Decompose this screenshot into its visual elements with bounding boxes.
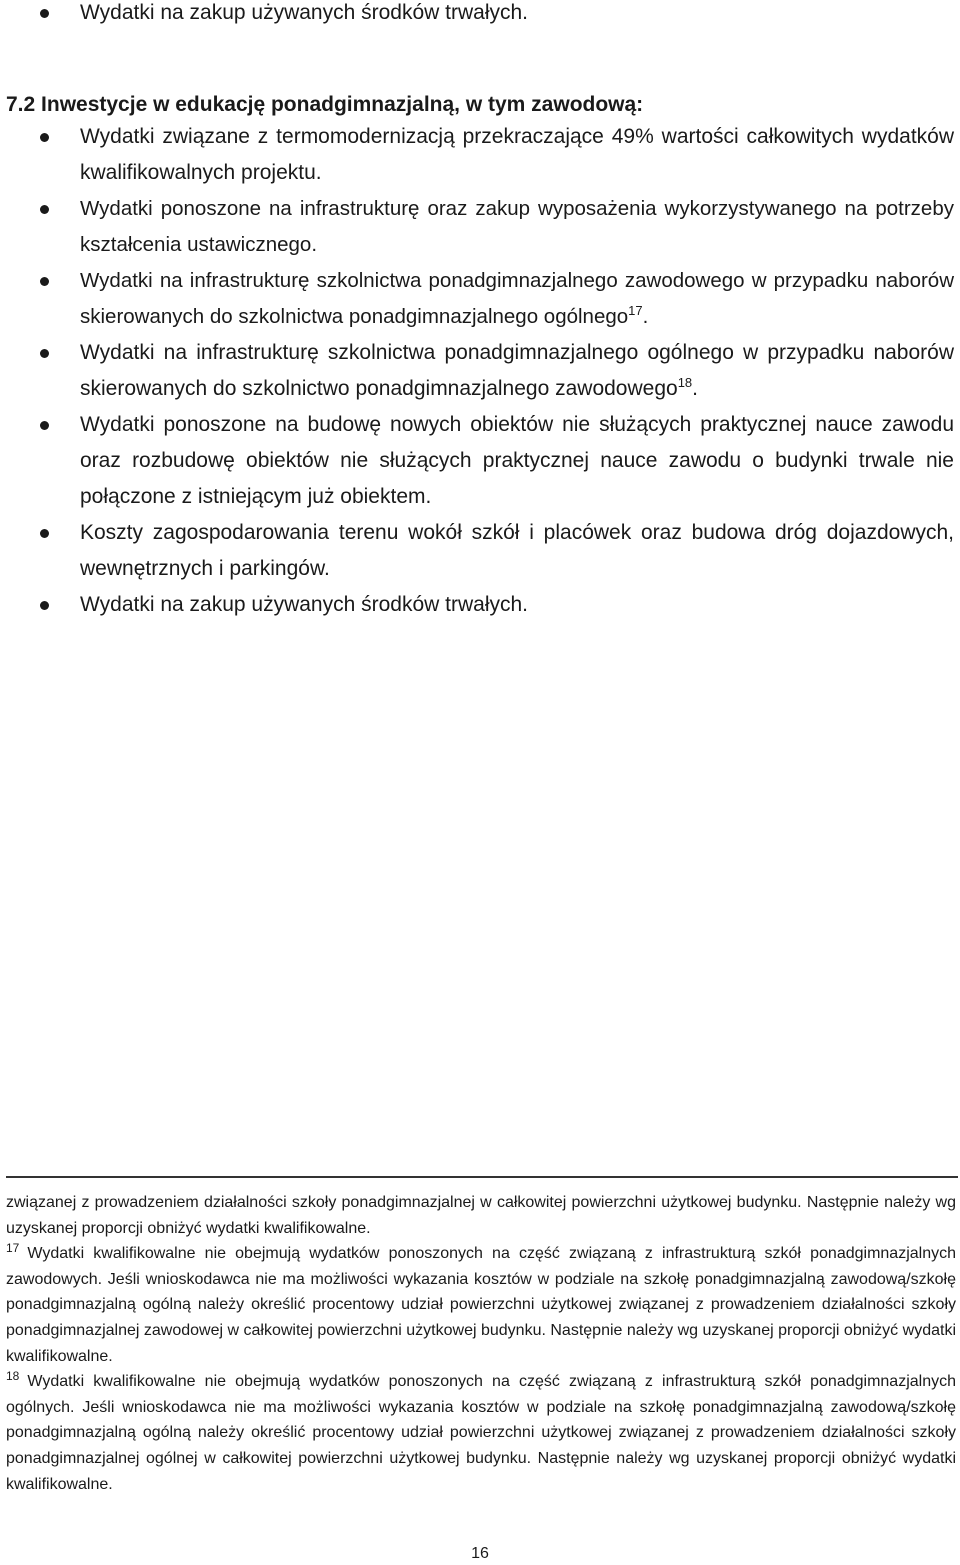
footnote-18 [6, 1369, 956, 1497]
list-item-text: Koszty zagospodarowania terenu wokół szkół i placówek oraz budowa dróg dojazdowych, wewnętrznych i parkingów. [80, 521, 954, 580]
footnote-ref-17[interactable]: 17 [628, 303, 643, 319]
page-number: 16 [471, 1545, 489, 1562]
list-item [0, 335, 960, 407]
list-item [0, 119, 960, 191]
footnotes [6, 1190, 956, 1497]
bullet-icon [40, 529, 49, 538]
bullet-icon [40, 205, 49, 214]
list-item-text: Wydatki ponoszone na budowę nowych obiektów nie służących praktycznej nauce zawodu oraz rozbudowę obiektów nie służących praktycznej nauce zawodu o budynki trwale nie połączone z istniejącym już obiektem. [80, 413, 954, 508]
bullet-icon [40, 133, 49, 142]
list-item [0, 0, 960, 31]
list-item [0, 407, 960, 515]
list-item-text: Wydatki związane z termomodernizacją przekraczające 49% wartości całkowitych wydatków kwalifikowalnych projektu. [80, 125, 954, 184]
list-item-text: Wydatki na zakup używanych środków trwałych. [80, 593, 528, 616]
list-item-text: Wydatki na infrastrukturę szkolnictwa ponadgimnazjalnego ogólnego w przypadku naborów skierowanych do szkolnictwo ponadgimnazjalnego zawodowego [80, 341, 954, 400]
footnote-text: Wydatki kwalifikowalne nie obejmują wydatków ponoszonych na część związaną z infrastrukturą szkół ponadgimnazjalnych ogólnych. Jeśli wnioskodawca nie ma możliwości wykazania kosztów w podziale na szkołę ponadgimnazjalną zawodową/szkołę ponadgimnazjalną ogólną należy określić procentowy udział powierzchni użytkowej związanej z prowadzeniem działalności szkoły ponadgimnazjalnej ogólnej w całkowitej powierzchni użytkowej budynku. Następnie należy wg uzyskanej proporcji obniżyć wydatki kwalifikowalne. [6, 1373, 956, 1493]
bullet-icon [40, 421, 49, 430]
list-item-text: Wydatki na infrastrukturę szkolnictwa ponadgimnazjalnego zawodowego w przypadku naborów skierowanych do szkolnictwa ponadgimnazjalnego ogólnego [80, 269, 954, 328]
list-item [0, 191, 960, 263]
footnote-continuation: związanej z prowadzeniem działalności szkoły ponadgimnazjalnej w całkowitej powierzchni użytkowej budynku. Następnie należy wg uzyskanej proporcji obniżyć wydatki kwalifikowalne. [6, 1194, 956, 1237]
footnote-separator [6, 1176, 958, 1178]
list-item-end: . [642, 305, 649, 328]
list-item-text: Wydatki na zakup używanych środków trwałych. [80, 1, 528, 24]
bullet-icon [40, 601, 49, 610]
bullet-icon [40, 9, 49, 18]
section-heading: 7.2 Inwestycje w edukację ponadgimnazjalną, w tym zawodową: [6, 93, 644, 116]
list-item [0, 587, 960, 623]
footnote-text: Wydatki kwalifikowalne nie obejmują wydatków ponoszonych na część związaną z infrastrukturą szkół ponadgimnazjalnych zawodowych. Jeśli wnioskodawca nie ma możliwości wykazania kosztów w podziale na szkołę ponadgimnazjalną zawodową/szkołę ponadgimnazjalną ogólną należy określić procentowy udział powierzchni użytkowej związanej z prowadzeniem działalności szkoły ponadgimnazjalnej zawodowej w całkowitej powierzchni użytkowej budynku. Następnie należy wg uzyskanej proporcji obniżyć wydatki kwalifikowalne. [6, 1245, 956, 1365]
footnote-17 [6, 1241, 956, 1369]
list-item-text: Wydatki ponoszone na infrastrukturę oraz zakup wyposażenia wykorzystywanego na potrzeby kształcenia ustawicznego. [80, 197, 954, 256]
expense-list [0, 119, 960, 623]
footnote-number: 17 [6, 1240, 20, 1255]
list-item-end: . [692, 377, 699, 400]
footnote-ref-18[interactable]: 18 [677, 375, 693, 390]
list-item [0, 263, 960, 335]
list-item [0, 515, 960, 587]
footnote-number: 18 [6, 1368, 20, 1383]
previous-section-list [0, 0, 960, 31]
bullet-icon [40, 277, 49, 286]
bullet-icon [40, 349, 49, 358]
